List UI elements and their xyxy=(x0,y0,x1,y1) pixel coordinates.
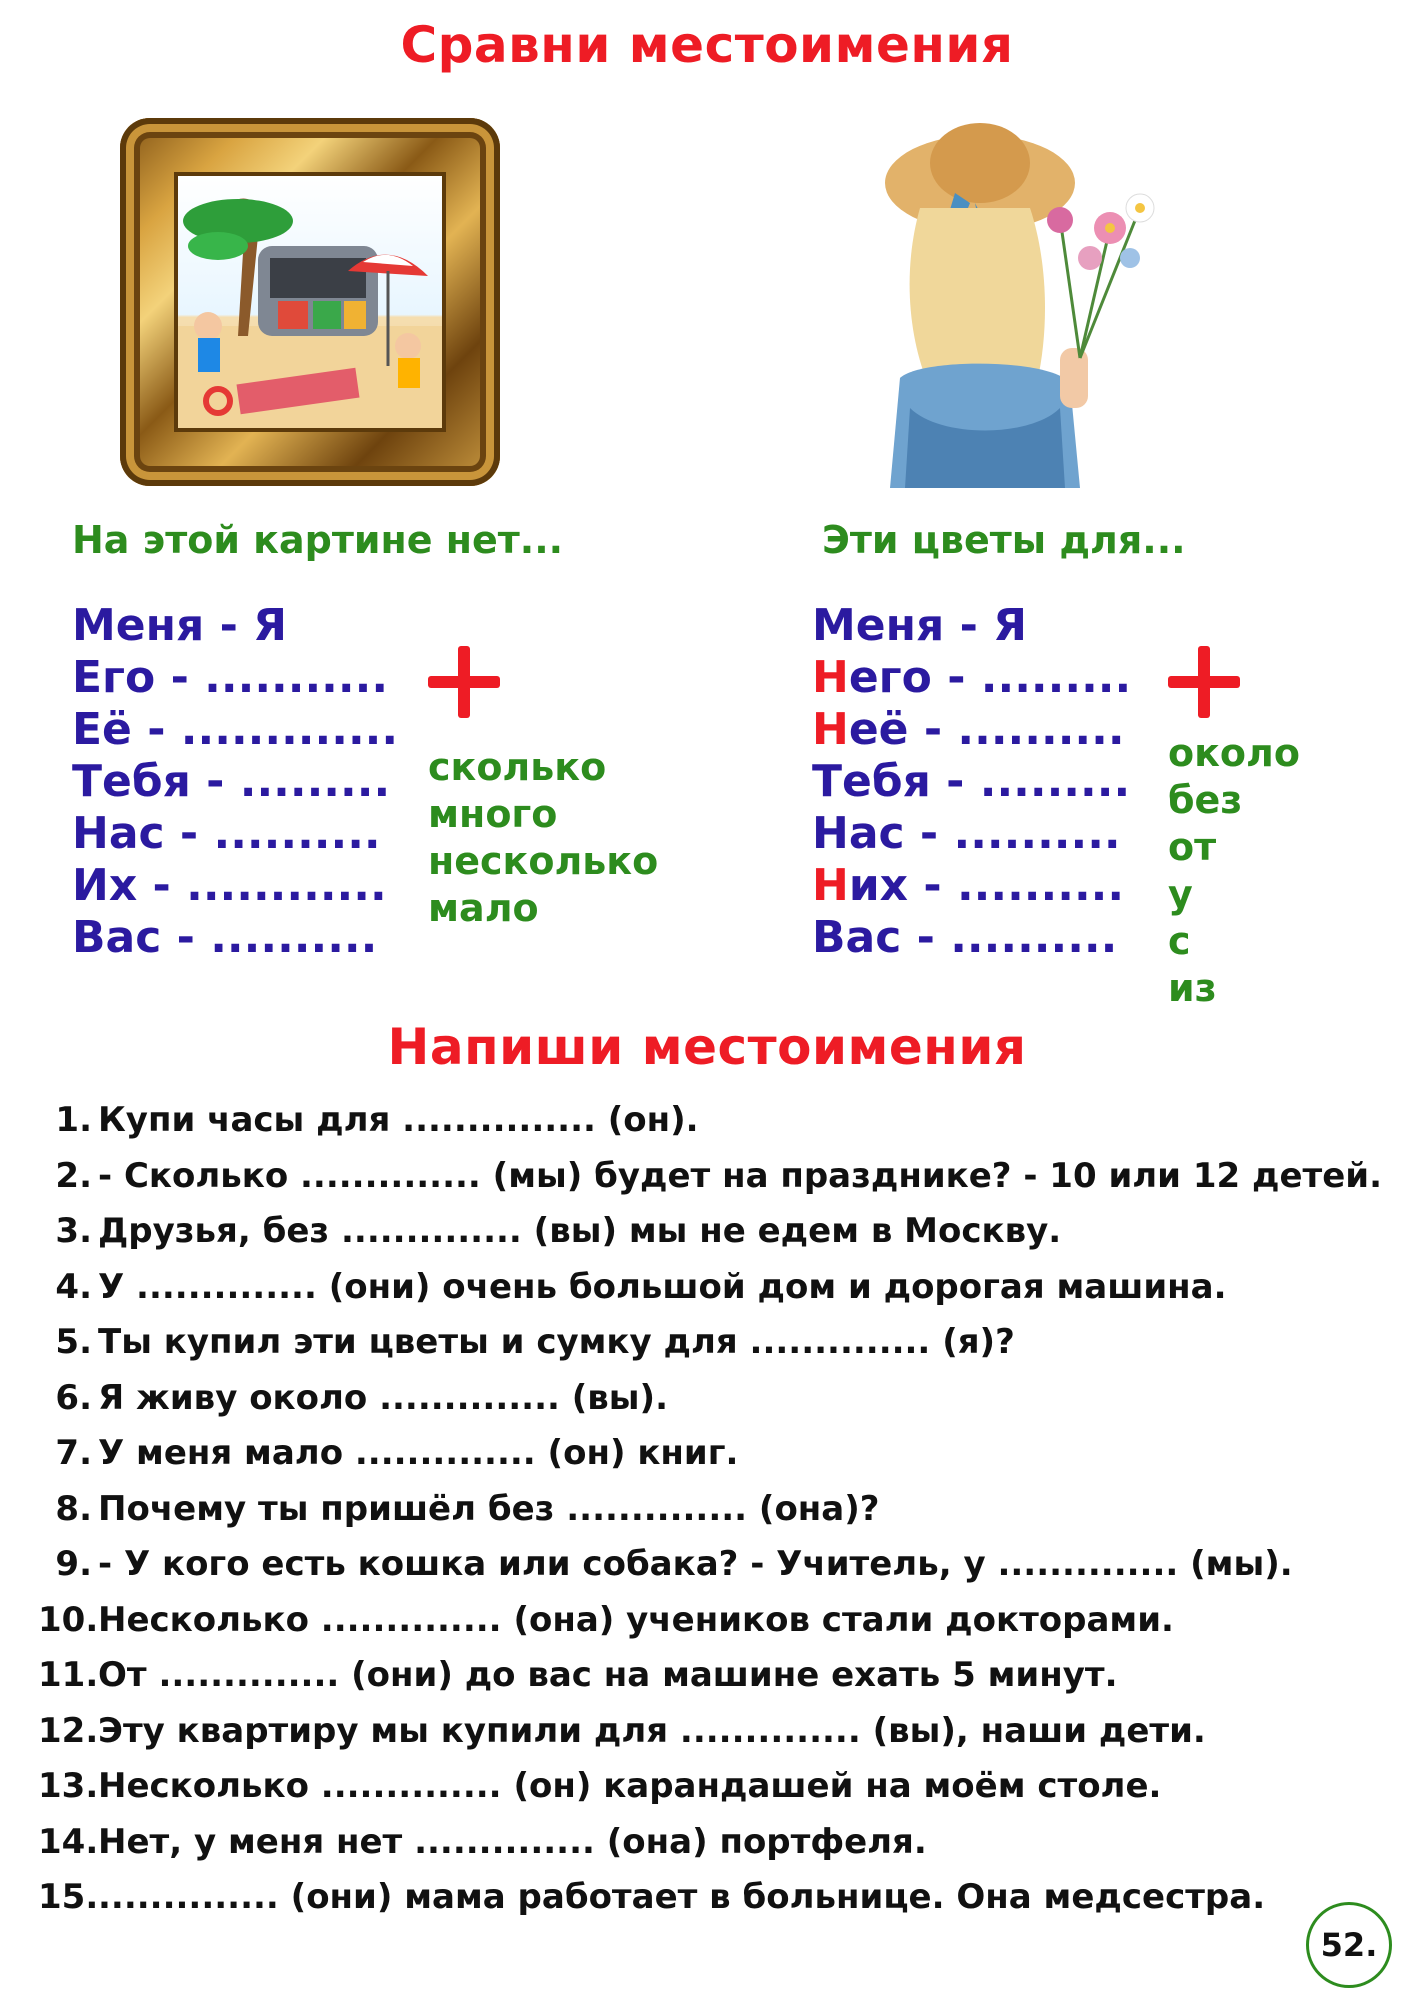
pronoun-row: Нас - .......... xyxy=(72,808,381,859)
left-subtitle: На этой картине нет... xyxy=(72,518,564,562)
list-item: 9. - У кого есть кошка или собака? - Учитель, у .............. (мы). xyxy=(55,1544,1293,1584)
list-item: 11. От .............. (они) до вас на машине ехать 5 минут. xyxy=(38,1655,1118,1695)
pronoun-row: Тебя - ......... xyxy=(72,756,391,807)
list-item: 7. У меня мало .............. (он) книг. xyxy=(55,1433,739,1473)
list-item: 6. Я живу около .............. (вы). xyxy=(55,1377,668,1418)
pronoun-row: Нас - .......... xyxy=(812,808,1121,859)
list-item: 15. .............. (они) мама работает в больнице. Она медсестра. xyxy=(38,1877,1266,1917)
list-item: 14. Нет, у меня нет .............. (она) портфеля. xyxy=(38,1821,927,1862)
list-item: 4. У .............. (они) очень большой дом и дорогая машина. xyxy=(55,1266,1227,1307)
pronoun-row: Вас - .......... xyxy=(72,912,378,963)
word-item: мало xyxy=(428,886,539,930)
word-item: у xyxy=(1168,872,1193,916)
exercise-list xyxy=(38,1100,1398,1933)
list-item: 13. Несколько .............. (он) карандашей на моём столе. xyxy=(38,1766,1162,1806)
list-item: 10. Несколько .............. (она) учеников стали докторами. xyxy=(38,1599,1174,1640)
word-item: от xyxy=(1168,825,1217,869)
beach-picture xyxy=(178,176,442,428)
pronoun-list-left xyxy=(72,600,398,964)
word-item: несколько xyxy=(428,839,659,883)
section-title: Напиши местоимения xyxy=(387,1018,1027,1076)
pronoun-row: Него - ......... xyxy=(812,652,1132,703)
list-item: 3. Друзья, без .............. (вы) мы не едем в Москву. xyxy=(55,1211,1062,1251)
pronoun-list-right xyxy=(812,600,1131,964)
framed-picture xyxy=(120,118,500,486)
page-number: 52. xyxy=(1306,1902,1392,1988)
pronoun-row: Их - ............ xyxy=(72,860,387,911)
word-item: из xyxy=(1168,966,1217,1010)
quantity-words-list xyxy=(428,744,658,932)
pronoun-row: Его - ........... xyxy=(72,652,389,703)
list-item: 5. Ты купил эти цветы и сумку для .............. (я)? xyxy=(55,1322,1015,1362)
list-item: 8. Почему ты пришёл без .............. (она)? xyxy=(55,1488,880,1529)
word-item: сколько xyxy=(428,745,607,789)
word-item: около xyxy=(1168,731,1300,775)
list-item: 2. - Сколько .............. (мы) будет на празднике? - 10 или 12 детей. xyxy=(55,1155,1383,1196)
pronoun-row: Тебя - ......... xyxy=(812,756,1131,807)
pronoun-row: Них - .......... xyxy=(812,860,1125,911)
plus-icon xyxy=(1168,646,1240,718)
word-item: с xyxy=(1168,919,1191,963)
word-item: много xyxy=(428,792,558,836)
pronoun-row: Вас - .......... xyxy=(812,912,1118,963)
pronoun-row: Её - ............. xyxy=(72,704,399,755)
pronoun-row: Меня - Я xyxy=(72,600,288,651)
list-item: 1. Купи часы для ............... (он). xyxy=(55,1100,699,1140)
pronoun-row: Меня - Я xyxy=(812,600,1028,651)
list-item: 12. Эту квартиру мы купили для .............. (вы), наши дети. xyxy=(38,1710,1206,1751)
prepositions-list xyxy=(1168,730,1300,1012)
girl-with-flowers-image xyxy=(860,108,1200,488)
pronoun-row: Неё - .......... xyxy=(812,704,1125,755)
plus-icon xyxy=(428,646,500,718)
word-item: без xyxy=(1168,778,1243,822)
page-title: Сравни местоимения xyxy=(400,16,1014,74)
right-subtitle: Эти цветы для... xyxy=(822,518,1186,562)
